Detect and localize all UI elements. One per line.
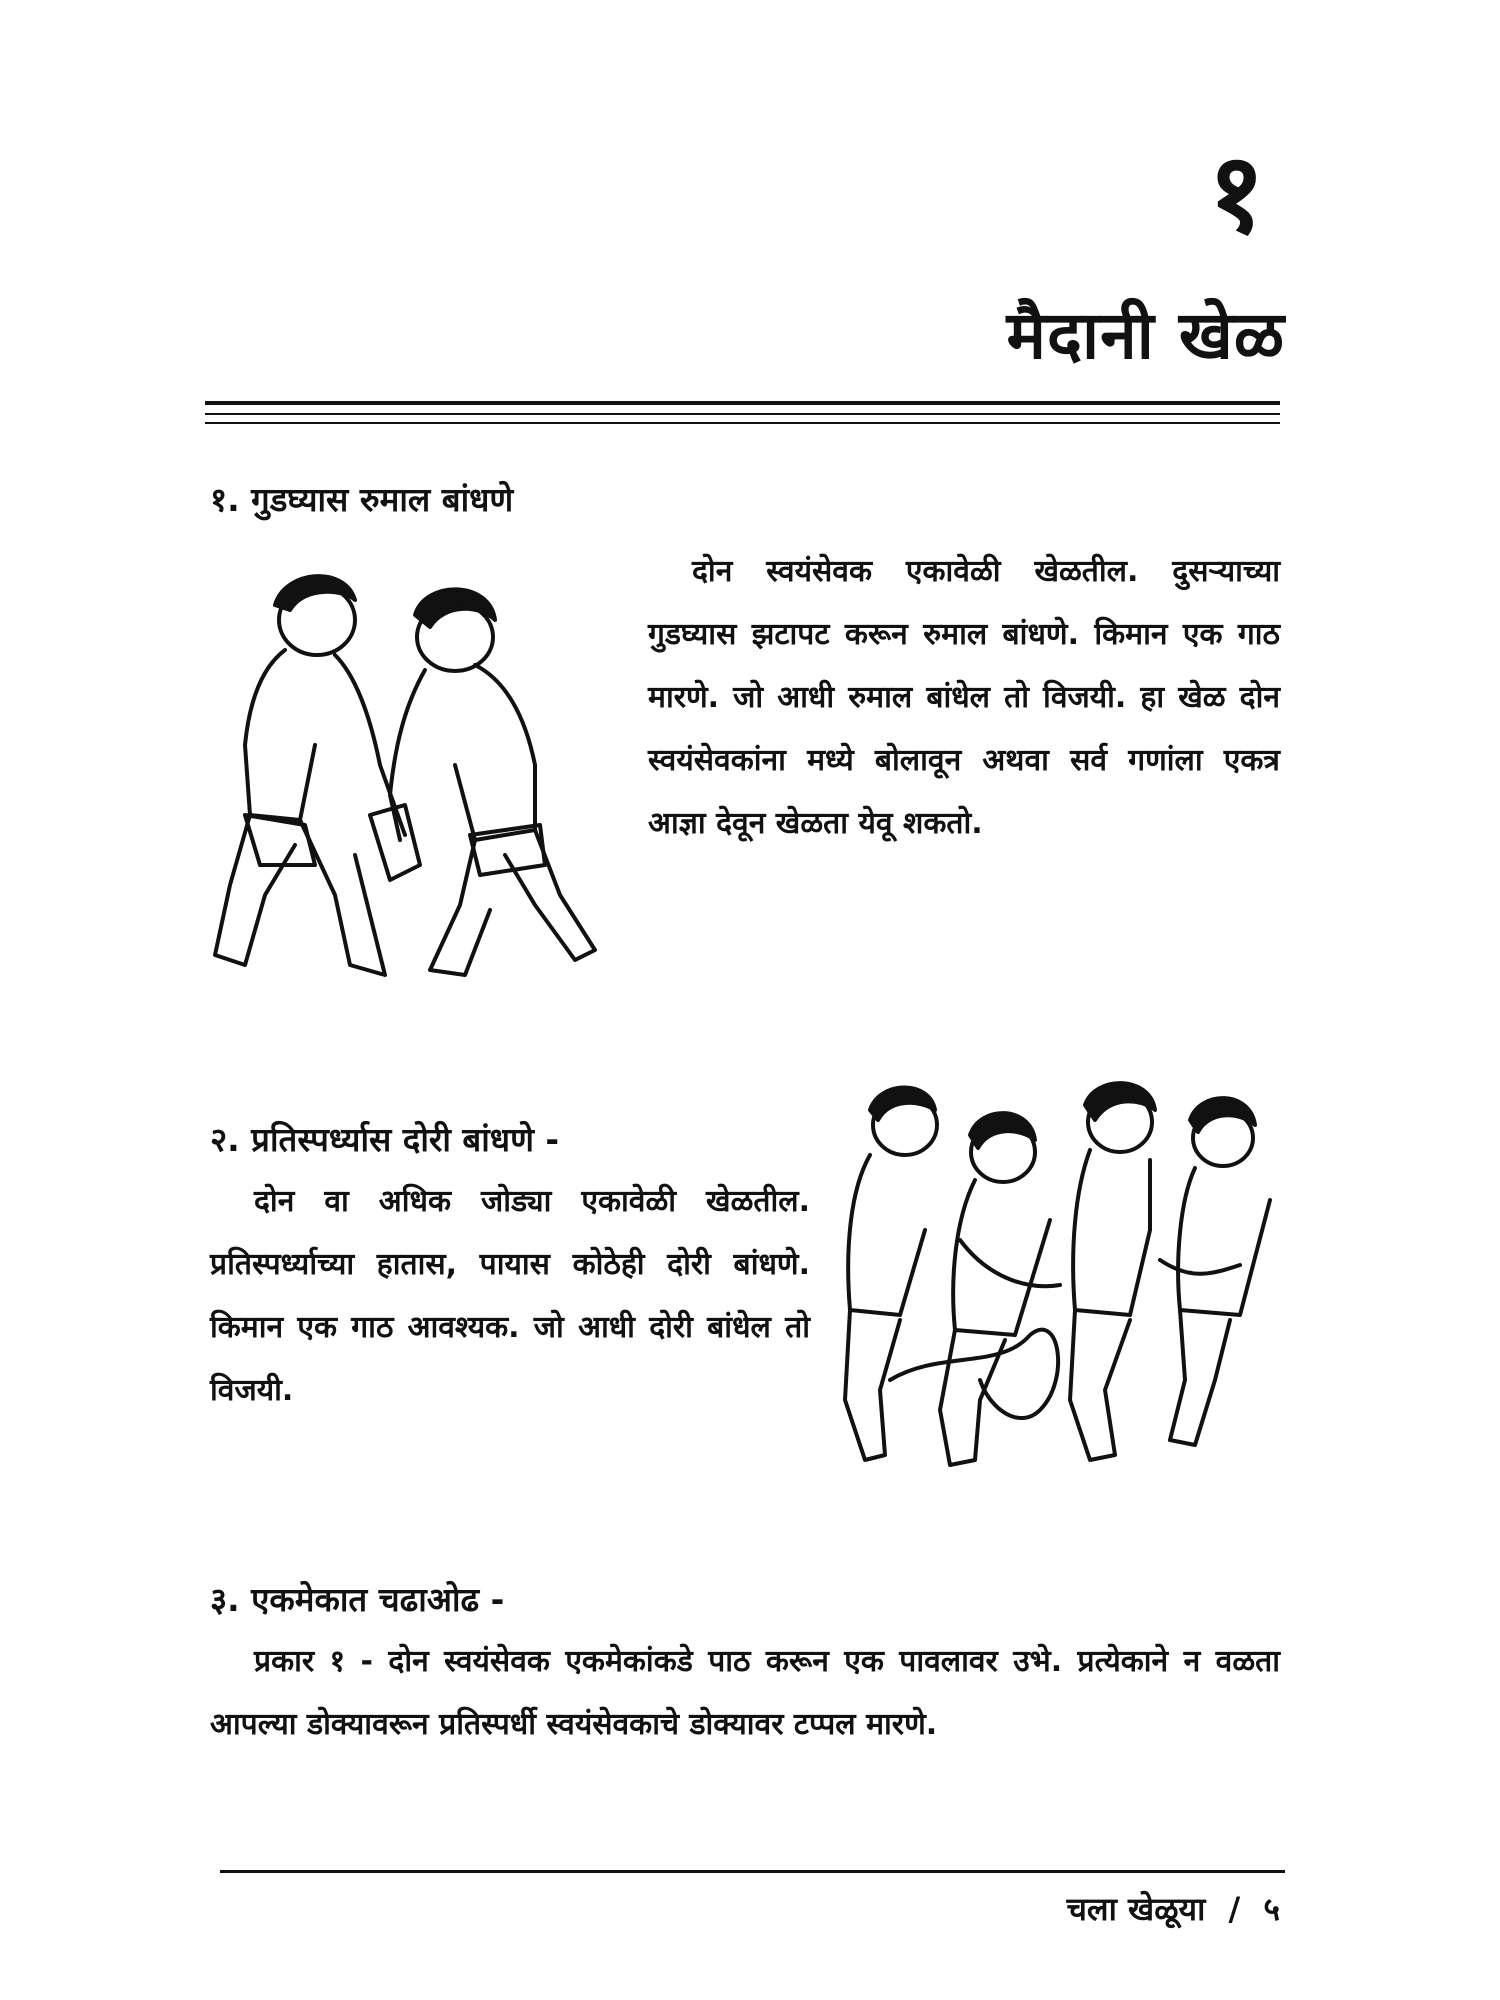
footer-separator: / (1228, 1890, 1241, 1928)
section-3-paragraph (210, 1630, 1280, 1756)
left-figure-leg-left (215, 815, 295, 965)
left-figure-head (279, 585, 355, 655)
right-figure-head (417, 603, 493, 671)
chapter-number: १ (1207, 129, 1265, 257)
rope (890, 1330, 1058, 1418)
left-figure-shorts (245, 815, 315, 865)
section-1-heading: १. गुडघ्यास रुमाल बांधणे (210, 480, 514, 519)
figure-d-legs (1170, 1310, 1230, 1445)
right-figure-leg-right (505, 830, 595, 960)
figure-d-head (1193, 1110, 1253, 1166)
section-2-body: दोन वा अधिक जोड्या एकावेळी खेळतील. प्रतिस्पर्ध्याच्या हातास, पायास कोठेही दोरी बांधणे. किमान एक गाठ आवश्यक. जो आधी दोरी बांधेल तो विजयी. (210, 1184, 810, 1408)
figure-b-torso (953, 1180, 1050, 1335)
right-figure-hair (415, 589, 495, 627)
figure-b-arm (960, 1240, 1060, 1286)
figure-a-torso (848, 1155, 925, 1315)
footer-page-number: ५ (1263, 1890, 1280, 1928)
figure-a-legs (845, 1310, 900, 1460)
section-3-heading: ३. एकमेकात चढाओढ - (210, 1580, 505, 1619)
header-rule-thick (205, 401, 1280, 405)
left-figure-torso (245, 650, 315, 820)
section-2-heading: २. प्रतिस्पर्ध्यास दोरी बांधणे - (210, 1120, 560, 1159)
rope-game-illustration (830, 1080, 1290, 1475)
wrestlers-illustration (205, 565, 650, 1005)
footer-book-title: चला खेळूया (1066, 1890, 1206, 1928)
figure-c-legs (1070, 1310, 1130, 1460)
header-rule-thin-1 (205, 413, 1280, 415)
figure-d-hair (1190, 1098, 1255, 1132)
section-1-body: दोन स्वयंसेवक एकावेळी खेळतील. दुसऱ्याच्या गुडघ्यास झटापट करून रुमाल बांधणे. किमान एक गाठ मारणे. जो आधी रुमाल बांधेल तो विजयी. हा खेळ दोन स्वयंसेवकांना मध्ये बोलावून अथवा सर्व गणांला एकत्र आज्ञा देवून खेळता येवू शकतो. (648, 554, 1280, 841)
right-figure-leg-left (430, 840, 490, 975)
section-1-paragraph (648, 540, 1280, 855)
figure-d-arm (1160, 1260, 1240, 1274)
figure-c-torso (1073, 1150, 1150, 1315)
section-3-lead: प्रकार १ - (254, 1644, 374, 1679)
right-figure-torso (455, 665, 535, 840)
footer-rule (220, 1870, 1285, 1873)
chapter-title: मैदानी खेळ (1006, 297, 1285, 374)
section-3-body: दोन स्वयंसेवक एकमेकांकडे पाठ करून एक पावलावर उभे. प्रत्येकाने न वळता आपल्या डोक्यावरून प्रतिस्पर्धी स्वयंसेवकाचे डोक्यावर टप्पल मारणे. (210, 1644, 1280, 1742)
section-2-paragraph (210, 1170, 810, 1422)
figure-b-legs (940, 1330, 1005, 1465)
left-figure-leg-right (300, 820, 385, 975)
right-figure-shorts (470, 825, 545, 875)
header-rule-thin-2 (205, 422, 1280, 424)
footer (1066, 1890, 1280, 1928)
figure-d-torso (1178, 1168, 1270, 1315)
